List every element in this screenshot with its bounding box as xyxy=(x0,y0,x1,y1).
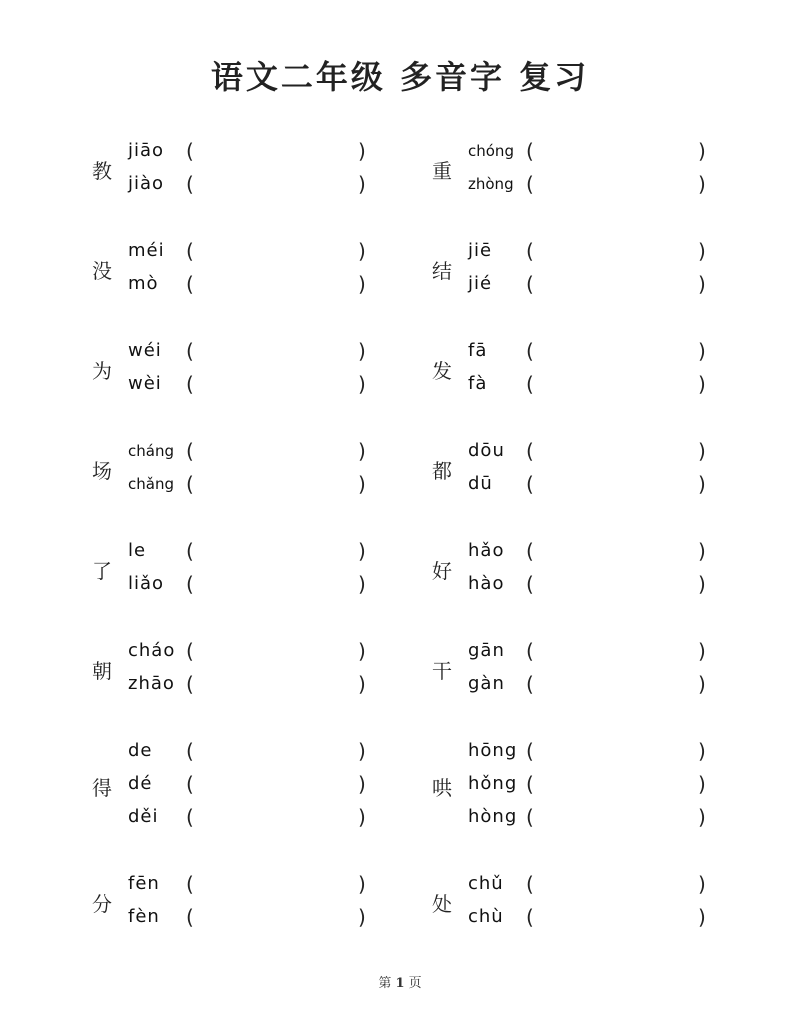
close-paren: ) xyxy=(358,239,366,263)
close-paren: ) xyxy=(698,239,706,263)
pinyin-reading: děi xyxy=(128,806,159,827)
close-paren: ) xyxy=(358,572,366,596)
open-paren: ( xyxy=(186,272,194,296)
answer-blank[interactable] xyxy=(202,804,352,830)
pinyin-reading: dōu xyxy=(468,440,505,461)
reading-line xyxy=(80,869,440,899)
answer-blank[interactable] xyxy=(202,871,352,897)
close-paren: ) xyxy=(698,572,706,596)
exercise-entry xyxy=(80,869,440,935)
open-paren: ( xyxy=(186,872,194,896)
pinyin-reading: hōng xyxy=(468,740,518,761)
reading-line xyxy=(80,769,440,799)
reading-line xyxy=(80,136,440,166)
open-paren: ( xyxy=(526,372,534,396)
reading-line xyxy=(420,669,780,699)
exercise-entry xyxy=(80,636,440,702)
reading-line xyxy=(80,569,440,599)
reading-line xyxy=(80,802,440,832)
open-paren: ( xyxy=(526,472,534,496)
polyphonic-character: 场 xyxy=(92,459,112,483)
answer-blank[interactable] xyxy=(542,471,692,497)
open-paren: ( xyxy=(186,739,194,763)
reading-line xyxy=(420,802,780,832)
polyphonic-character: 干 xyxy=(432,659,452,683)
close-paren: ) xyxy=(358,139,366,163)
open-paren: ( xyxy=(526,339,534,363)
pinyin-reading: mò xyxy=(128,273,159,294)
pinyin-reading: de xyxy=(128,740,153,761)
answer-blank[interactable] xyxy=(542,804,692,830)
answer-blank[interactable] xyxy=(542,538,692,564)
close-paren: ) xyxy=(358,672,366,696)
pinyin-reading: wèi xyxy=(128,373,162,394)
answer-blank[interactable] xyxy=(202,638,352,664)
pinyin-reading: chǎng xyxy=(128,475,174,493)
pinyin-reading: zhāo xyxy=(128,673,175,694)
answer-blank[interactable] xyxy=(202,438,352,464)
pinyin-reading: jiào xyxy=(128,173,165,194)
pinyin-reading: cháo xyxy=(128,640,176,661)
reading-line xyxy=(80,669,440,699)
exercise-entry xyxy=(420,869,780,935)
pinyin-reading: fā xyxy=(468,340,488,361)
reading-line xyxy=(420,236,780,266)
left-column xyxy=(80,0,440,1035)
pinyin-reading: le xyxy=(128,540,147,561)
polyphonic-character: 发 xyxy=(432,359,452,383)
reading-line xyxy=(80,436,440,466)
answer-blank[interactable] xyxy=(202,271,352,297)
close-paren: ) xyxy=(358,639,366,663)
polyphonic-character: 朝 xyxy=(92,659,112,683)
answer-blank[interactable] xyxy=(542,638,692,664)
reading-line xyxy=(80,736,440,766)
polyphonic-character: 结 xyxy=(432,259,452,283)
page-footer xyxy=(0,972,800,991)
answer-blank[interactable] xyxy=(542,338,692,364)
pinyin-reading: chóng xyxy=(468,142,514,160)
pinyin-reading: hòng xyxy=(468,806,518,827)
close-paren: ) xyxy=(358,472,366,496)
pinyin-reading: gān xyxy=(468,640,505,661)
open-paren: ( xyxy=(186,539,194,563)
answer-blank[interactable] xyxy=(542,871,692,897)
exercise-entry xyxy=(420,736,780,835)
page-title: 语文二年级 多音字 复习 xyxy=(210,58,590,96)
pinyin-reading: hǎo xyxy=(468,540,505,561)
close-paren: ) xyxy=(698,339,706,363)
reading-line xyxy=(80,469,440,499)
reading-line xyxy=(80,169,440,199)
exercise-entry xyxy=(420,636,780,702)
close-paren: ) xyxy=(358,172,366,196)
answer-blank[interactable] xyxy=(202,471,352,497)
polyphonic-character: 了 xyxy=(92,559,112,583)
open-paren: ( xyxy=(186,172,194,196)
reading-line xyxy=(80,369,440,399)
open-paren: ( xyxy=(526,905,534,929)
reading-line xyxy=(420,902,780,932)
reading-line xyxy=(80,636,440,666)
pinyin-reading: zhòng xyxy=(468,175,514,193)
pinyin-reading: cháng xyxy=(128,442,174,460)
polyphonic-character: 都 xyxy=(432,459,452,483)
reading-line xyxy=(420,769,780,799)
reading-line xyxy=(420,336,780,366)
page-number: 1 xyxy=(395,976,405,991)
polyphonic-character: 分 xyxy=(92,892,112,916)
exercise-entry xyxy=(420,236,780,302)
reading-line xyxy=(420,269,780,299)
close-paren: ) xyxy=(358,272,366,296)
answer-blank[interactable] xyxy=(542,671,692,697)
open-paren: ( xyxy=(186,639,194,663)
footer-suffix: 页 xyxy=(408,976,422,991)
close-paren: ) xyxy=(358,439,366,463)
open-paren: ( xyxy=(186,472,194,496)
pinyin-reading: chù xyxy=(468,906,504,927)
polyphonic-character: 教 xyxy=(92,159,112,183)
close-paren: ) xyxy=(698,472,706,496)
answer-blank[interactable] xyxy=(202,738,352,764)
open-paren: ( xyxy=(186,572,194,596)
pinyin-reading: wéi xyxy=(128,340,162,361)
answer-blank[interactable] xyxy=(202,904,352,930)
close-paren: ) xyxy=(698,539,706,563)
exercise-entry xyxy=(80,236,440,302)
close-paren: ) xyxy=(358,339,366,363)
open-paren: ( xyxy=(186,439,194,463)
pinyin-reading: méi xyxy=(128,240,165,261)
exercise-entry xyxy=(420,336,780,402)
close-paren: ) xyxy=(698,872,706,896)
close-paren: ) xyxy=(698,805,706,829)
polyphonic-character: 得 xyxy=(92,775,112,800)
close-paren: ) xyxy=(358,805,366,829)
pinyin-reading: jiē xyxy=(468,240,493,261)
reading-line xyxy=(420,569,780,599)
pinyin-reading: fà xyxy=(468,373,488,394)
reading-line xyxy=(420,869,780,899)
close-paren: ) xyxy=(358,372,366,396)
polyphonic-character: 好 xyxy=(432,559,452,583)
close-paren: ) xyxy=(698,172,706,196)
reading-line xyxy=(80,536,440,566)
open-paren: ( xyxy=(186,905,194,929)
open-paren: ( xyxy=(186,139,194,163)
open-paren: ( xyxy=(186,772,194,796)
polyphonic-character: 为 xyxy=(92,359,112,383)
open-paren: ( xyxy=(526,772,534,796)
answer-blank[interactable] xyxy=(542,271,692,297)
exercise-entry xyxy=(420,436,780,502)
close-paren: ) xyxy=(698,639,706,663)
open-paren: ( xyxy=(526,872,534,896)
open-paren: ( xyxy=(186,239,194,263)
open-paren: ( xyxy=(526,672,534,696)
exercise-entry xyxy=(80,736,440,835)
reading-line xyxy=(420,369,780,399)
close-paren: ) xyxy=(698,372,706,396)
reading-line xyxy=(420,736,780,766)
open-paren: ( xyxy=(526,805,534,829)
close-paren: ) xyxy=(358,772,366,796)
answer-blank[interactable] xyxy=(542,771,692,797)
reading-line xyxy=(420,536,780,566)
answer-blank[interactable] xyxy=(202,571,352,597)
open-paren: ( xyxy=(526,539,534,563)
open-paren: ( xyxy=(526,239,534,263)
answer-blank[interactable] xyxy=(202,538,352,564)
pinyin-reading: fèn xyxy=(128,906,160,927)
close-paren: ) xyxy=(698,672,706,696)
open-paren: ( xyxy=(186,672,194,696)
polyphonic-character: 哄 xyxy=(432,775,452,800)
pinyin-reading: jié xyxy=(468,273,493,294)
close-paren: ) xyxy=(358,539,366,563)
pinyin-reading: jiāo xyxy=(128,140,165,161)
answer-blank[interactable] xyxy=(542,571,692,597)
exercise-entry xyxy=(420,536,780,602)
exercise-entry xyxy=(420,136,780,202)
reading-line xyxy=(420,436,780,466)
open-paren: ( xyxy=(526,272,534,296)
exercise-entry xyxy=(80,436,440,502)
answer-blank[interactable] xyxy=(202,338,352,364)
close-paren: ) xyxy=(698,739,706,763)
answer-blank[interactable] xyxy=(542,138,692,164)
answer-blank[interactable] xyxy=(542,371,692,397)
open-paren: ( xyxy=(526,639,534,663)
exercise-entry xyxy=(80,136,440,202)
reading-line xyxy=(80,902,440,932)
pinyin-reading: gàn xyxy=(468,673,505,694)
answer-blank[interactable] xyxy=(202,238,352,264)
reading-line xyxy=(80,236,440,266)
close-paren: ) xyxy=(358,905,366,929)
open-paren: ( xyxy=(526,439,534,463)
exercise-entry xyxy=(80,336,440,402)
reading-line xyxy=(80,269,440,299)
pinyin-reading: chǔ xyxy=(468,873,504,894)
footer-prefix: 第 xyxy=(378,976,392,991)
close-paren: ) xyxy=(698,139,706,163)
open-paren: ( xyxy=(526,139,534,163)
close-paren: ) xyxy=(358,739,366,763)
open-paren: ( xyxy=(186,339,194,363)
pinyin-reading: dū xyxy=(468,473,493,494)
answer-blank[interactable] xyxy=(202,771,352,797)
pinyin-reading: hǒng xyxy=(468,773,518,794)
close-paren: ) xyxy=(358,872,366,896)
open-paren: ( xyxy=(186,805,194,829)
pinyin-reading: hào xyxy=(468,573,505,594)
close-paren: ) xyxy=(698,905,706,929)
reading-line xyxy=(420,469,780,499)
reading-line xyxy=(420,169,780,199)
answer-blank[interactable] xyxy=(202,671,352,697)
reading-line xyxy=(80,336,440,366)
answer-blank[interactable] xyxy=(202,138,352,164)
answer-blank[interactable] xyxy=(542,438,692,464)
reading-line xyxy=(420,636,780,666)
open-paren: ( xyxy=(526,739,534,763)
answer-blank[interactable] xyxy=(202,371,352,397)
open-paren: ( xyxy=(526,172,534,196)
answer-blank[interactable] xyxy=(202,171,352,197)
close-paren: ) xyxy=(698,439,706,463)
close-paren: ) xyxy=(698,272,706,296)
answer-blank[interactable] xyxy=(542,904,692,930)
close-paren: ) xyxy=(698,772,706,796)
answer-blank[interactable] xyxy=(542,171,692,197)
right-column xyxy=(420,0,780,1035)
pinyin-reading: dé xyxy=(128,773,153,794)
polyphonic-character: 没 xyxy=(92,259,112,283)
answer-blank[interactable] xyxy=(542,238,692,264)
pinyin-reading: fēn xyxy=(128,873,160,894)
exercise-entry xyxy=(80,536,440,602)
answer-blank[interactable] xyxy=(542,738,692,764)
open-paren: ( xyxy=(526,572,534,596)
pinyin-reading: liǎo xyxy=(128,573,165,594)
reading-line xyxy=(420,136,780,166)
polyphonic-character: 处 xyxy=(432,892,452,916)
polyphonic-character: 重 xyxy=(432,159,452,183)
open-paren: ( xyxy=(186,372,194,396)
